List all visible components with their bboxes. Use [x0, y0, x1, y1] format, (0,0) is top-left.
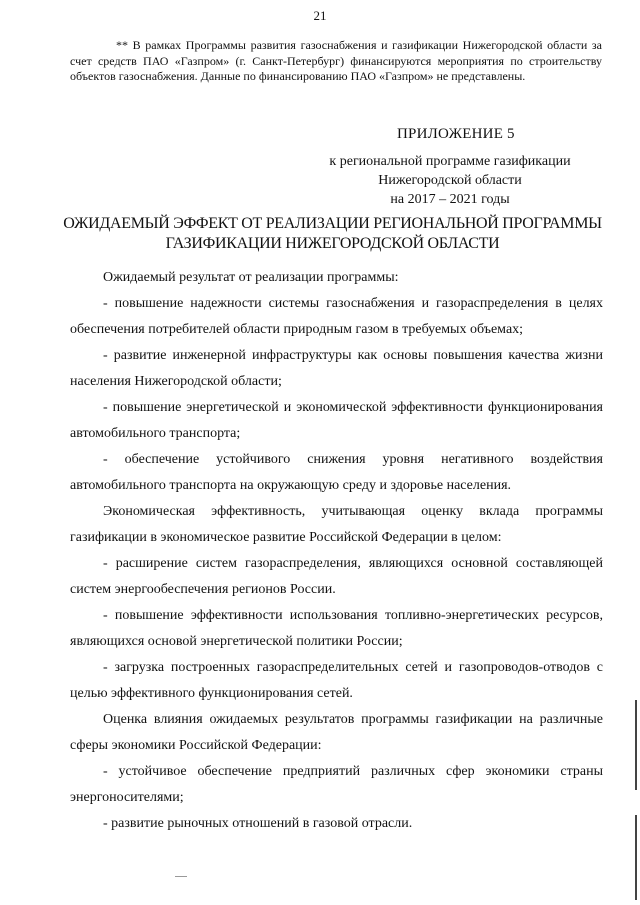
list-item: - повышение надежности системы газоснабжения и газораспределения в целях обеспечения потребителей области природным газом в требуемых объемах; [70, 296, 603, 337]
list-item: - расширение систем газораспределения, являющихся основной составляющей систем энергообеспечения регионов России. [70, 556, 603, 597]
appendix-subtitle [300, 152, 600, 209]
paragraph-impact: Оценка влияния ожидаемых результатов программы газификации на различные сферы экономики Российской Федерации: [70, 712, 603, 753]
footnote: ** В рамках Программы развития газоснабжения и газификации Нижегородской области за счет средств ПАО «Газпром» (г. Санкт-Петербург) финансируются мероприятия по строительству объектов газоснабжения. Данные по финансированию ПАО «Газпром» не представлены. [70, 38, 602, 83]
page-number: 21 [313, 8, 327, 23]
appendix-line-3: на 2017 – 2021 годы [390, 192, 510, 207]
list-item: - развитие инженерной инфраструктуры как основы повышения качества жизни населения Нижегородской области; [70, 348, 603, 389]
list-item: - развитие рыночных отношений в газовой отрасли. [103, 816, 413, 831]
scan-edge-mark [635, 815, 637, 900]
appendix-line-1: к региональной программе газификации [329, 154, 571, 169]
section-title-line-1: ОЖИДАЕМЫЙ ЭФФЕКТ ОТ РЕАЛИЗАЦИИ РЕГИОНАЛЬНОЙ ПРОГРАММЫ [63, 215, 602, 232]
appendix-line-2: Нижегородской области [378, 173, 522, 188]
list-item: - повышение эффективности использования топливно-энергетических ресурсов, являющихся основой энергетической политики России; [70, 608, 603, 649]
section-title [60, 214, 605, 254]
scan-artifact [175, 876, 187, 877]
list-item: - повышение энергетической и экономической эффективности функционирования автомобильного транспорта; [70, 400, 603, 441]
scan-edge-mark [635, 700, 637, 790]
paragraph-economic: Экономическая эффективность, учитывающая оценку вклада программы газификации в экономическое развитие Российской Федерации в целом: [70, 504, 603, 545]
list-item: - устойчивое обеспечение предприятий различных сфер экономики страны энергоносителями; [70, 764, 603, 805]
appendix-title: ПРИЛОЖЕНИЕ 5 [397, 126, 515, 142]
list-item: - обеспечение устойчивого снижения уровня негативного воздействия автомобильного транспорта на окружающую среду и здоровье населения. [70, 452, 603, 493]
body-text [70, 265, 603, 837]
list-item: - загрузка построенных газораспределительных сетей и газопроводов-отводов с целью эффективного функционирования сетей. [70, 660, 603, 701]
paragraph-intro: Ожидаемый результат от реализации программы: [103, 270, 399, 285]
section-title-line-2: ГАЗИФИКАЦИИ НИЖЕГОРОДСКОЙ ОБЛАСТИ [165, 235, 500, 252]
